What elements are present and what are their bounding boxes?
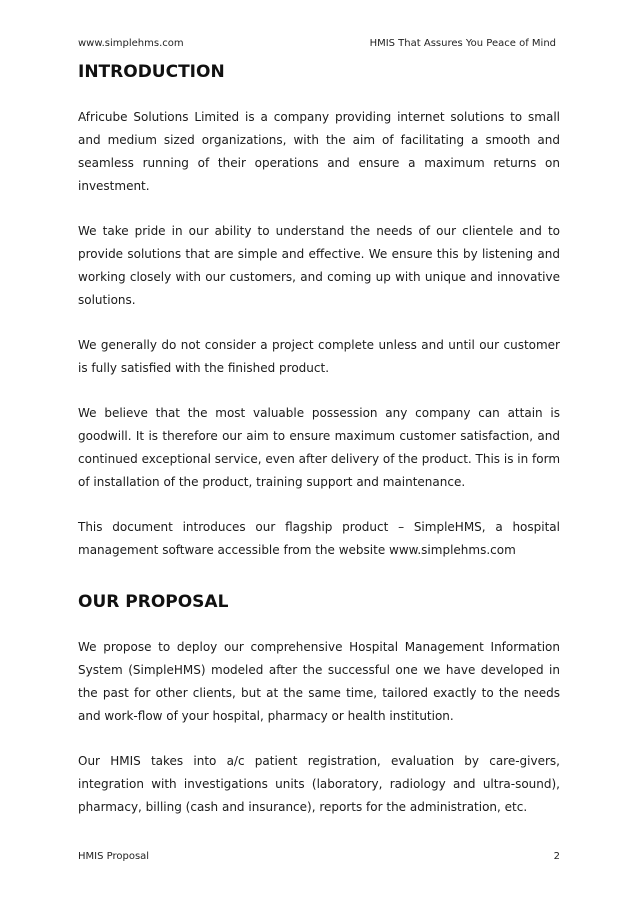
header-tagline: HMIS That Assures You Peace of Mind [369, 38, 556, 49]
page-content [78, 58, 560, 819]
page-number: 2 [553, 851, 560, 862]
proposal-paragraph-2: Our HMIS takes into a/c patient registration, evaluation by care-givers, integration with investigations units (laboratory, radiology and ultra-sound), pharmacy, billing (cash and insurance), reports for the administration, etc. [78, 754, 560, 814]
proposal-paragraph-1: We propose to deploy our comprehensive Hospital Management Information System (SimpleHMS) modeled after the successful one we have developed in the past for other clients, but at the same time, tailored exactly to the needs and work-flow of your hospital, pharmacy or health institution. [78, 640, 560, 723]
header-website: www.simplehms.com [78, 38, 184, 49]
footer-document-title: HMIS Proposal [78, 851, 150, 862]
intro-paragraph-2: We take pride in our ability to understand the needs of our clientele and to provide solutions that are simple and effective. We ensure this by listening and working closely with our customers, and coming up with unique and innovative solutions. [78, 224, 560, 307]
intro-paragraph-1: Africube Solutions Limited is a company providing internet solutions to small and medium sized organizations, with the aim of facilitating a smooth and seamless running of their operations and ensure a maximum returns on investment. [78, 110, 560, 193]
intro-paragraph-5: This document introduces our flagship product – SimpleHMS, a hospital management software accessible from the website www.simplehms.com [78, 520, 560, 557]
intro-paragraph-3: We generally do not consider a project complete unless and until our customer is fully satisfied with the finished product. [78, 338, 560, 375]
page-footer [78, 851, 560, 862]
introduction-heading: INTRODUCTION [78, 62, 225, 82]
intro-paragraph-4: We believe that the most valuable possession any company can attain is goodwill. It is therefore our aim to ensure maximum customer satisfaction, and continued exceptional service, even after delivery of the product. This is in form of installation of the product, training support and maintenance. [78, 406, 561, 489]
proposal-heading: OUR PROPOSAL [78, 592, 229, 612]
page-header [78, 38, 556, 49]
